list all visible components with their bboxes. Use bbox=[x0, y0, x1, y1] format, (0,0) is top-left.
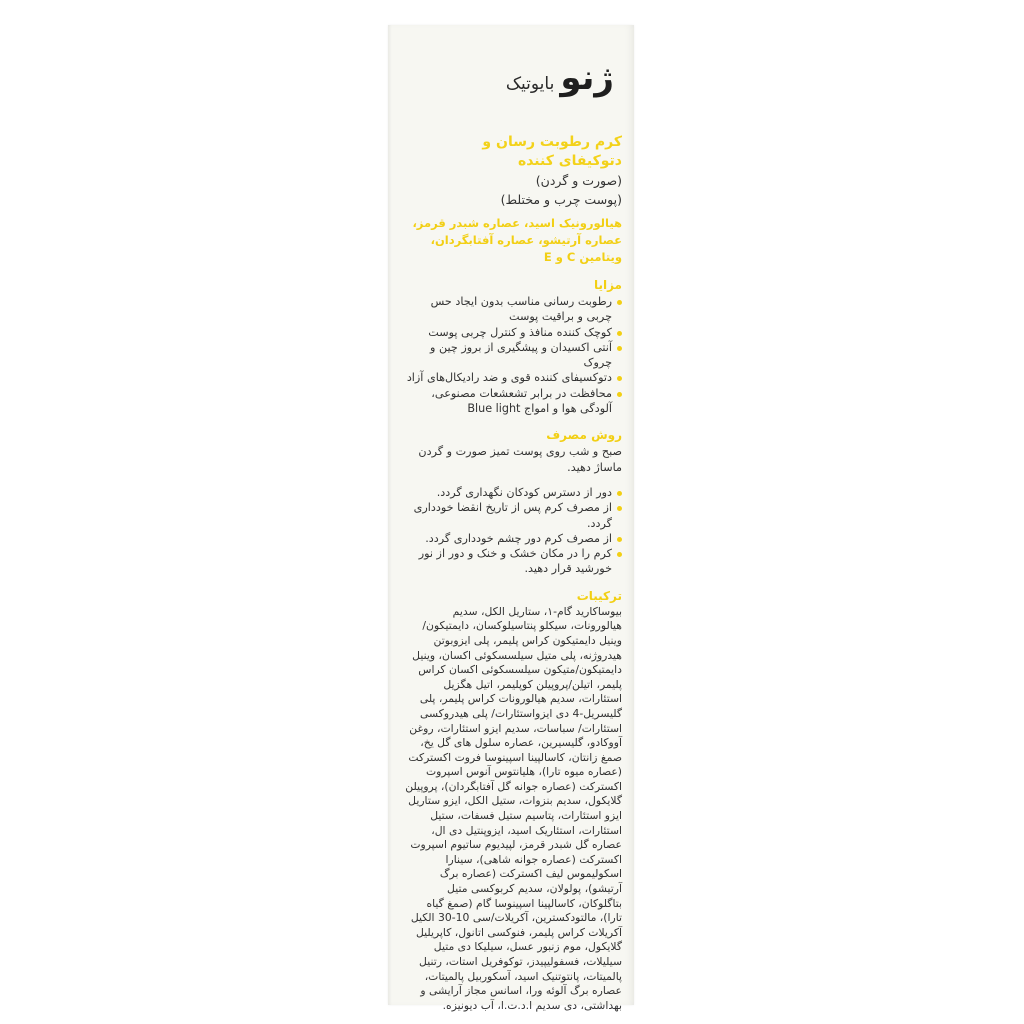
key-ingredient-line: ویتامین C و E bbox=[543, 250, 622, 264]
brand-logo bbox=[404, 58, 614, 98]
product-title-line: دتوکیفای کننده bbox=[517, 153, 622, 169]
benefit-item: آنتی اکسیدان و پیشگیری از بروز چین و چروک bbox=[404, 340, 622, 371]
warning-item: کرم را در مکان خشک و خنک و دور از نور خورشید قرار دهید. bbox=[404, 546, 622, 577]
benefits-list bbox=[404, 294, 622, 416]
benefit-item: رطوبت رسانی مناسب بدون ایجاد حس چربی و براقیت پوست bbox=[404, 294, 622, 325]
brand-subtitle: بایوتیک bbox=[505, 74, 555, 94]
benefit-item: محافظت در برابر تشعشعات مصنوعی، آلودگی هوا و امواج Blue light bbox=[404, 386, 622, 417]
key-ingredients bbox=[404, 215, 622, 266]
benefit-item: کوچک کننده منافذ و کنترل چربی پوست bbox=[404, 325, 622, 340]
warning-item: دور از دسترس کودکان نگهداری گردد. bbox=[404, 485, 622, 500]
usage-text: صبح و شب روی پوست تمیز صورت و گردن ماساژ دهید. bbox=[418, 445, 622, 474]
key-ingredient-line: هیالورونیک اسید، عصاره شبدر قرمز، bbox=[412, 216, 622, 230]
benefit-item: دتوکسیفای کننده قوی و ضد رادیکال‌های آزاد bbox=[404, 370, 622, 385]
warning-item: از مصرف کرم دور چشم خودداری گردد. bbox=[404, 531, 622, 546]
composition-heading: ترکیبات bbox=[576, 588, 622, 603]
key-ingredient-line: عصاره آرتیشو، عصاره آفتابگردان، bbox=[430, 233, 622, 247]
composition-text: بیوساکارید گام-۱، ستاریل الکل، سدیم هیالورونات، سیکلو پنتاسیلوکسان، دایمتیکون/وینیل دایمتیکون کراس پلیمر، پلی ایزوبوتن هیدروژنه، پلی متیل سیلسسکوئی اکسان، وینیل دایمتیکون/متیکون سیلسسکوئی اکسان کراس پلیمر، اتیلن/پروپیلن کوپلیمر، اتیل هگزیل استئارات، سدیم هیالورونات کراس پلیمر، پلی گلیسریل-4 دی ایزواستئارات/ پلی هیدروکسی استئارات/ سباسات، سدیم ایزو استئارات، روغن آووکادو، گلیسیرین، عصاره سلول های گل یخ، صمغ زانتان، کاسالپینا اسپینوسا فروت اکسترکت (عصاره میوه تارا)، هلیانتوس آنوس اسپروت اکسترکت (عصاره جوانه گل آفتابگردان)، پروپیلن گلایکول، سدیم بنزوات، ستیل الکل، ایزو ستاریل ایزو استئارات، پتاسیم ستیل فسفات، ستیل استئارات، استئاریک اسید، ایزوپنتیل دی ال، عصاره گل شبدر قرمز، لپیدیوم ساتیوم اسپروت اکسترکت (عصاره جوانه شاهی)، سینارا اسکولیموس لیف اکسترکت (عصاره برگ آرتیشو)، پولولان، سدیم کربوکسی متیل بتاگلوکان، کاسالپینا اسپینوسا گام (صمغ گیاه تارا)، مالتودکسترین، آکریلات/سی 10-30 الکیل آکریلات کراس پلیمر، فنوکسی اتانول، کاپریلیل گلایکول، موم زنبور عسل، سیلیکا دی متیل سیلیلات، فسفولیپیدز، توکوفریل استات، رتنیل پالمیتات، پانتوتنیک اسید، آسکوربیل پالمیتات، عصاره برگ آلوئه ورا، اسانس مجاز آرایشی و بهداشتی، دی سدیم ا.د.ت.ا، آب دیونیزه. bbox=[405, 604, 622, 1012]
benefits-heading: مزایا bbox=[593, 278, 622, 292]
warning-item: از مصرف کرم پس از تاریخ انقضا خودداری گردد. bbox=[404, 500, 622, 531]
warnings-list bbox=[404, 485, 622, 577]
product-title-line: کرم رطوبت رسان و bbox=[482, 134, 622, 150]
usage-heading: روش مصرف bbox=[546, 428, 622, 443]
product-title bbox=[404, 133, 622, 171]
usage-area: (صورت و گردن) bbox=[535, 173, 622, 188]
product-label-panel bbox=[388, 25, 634, 1012]
brand-name: ژنو bbox=[560, 58, 614, 98]
skin-type: (پوست چرب و مختلط) bbox=[500, 192, 622, 207]
